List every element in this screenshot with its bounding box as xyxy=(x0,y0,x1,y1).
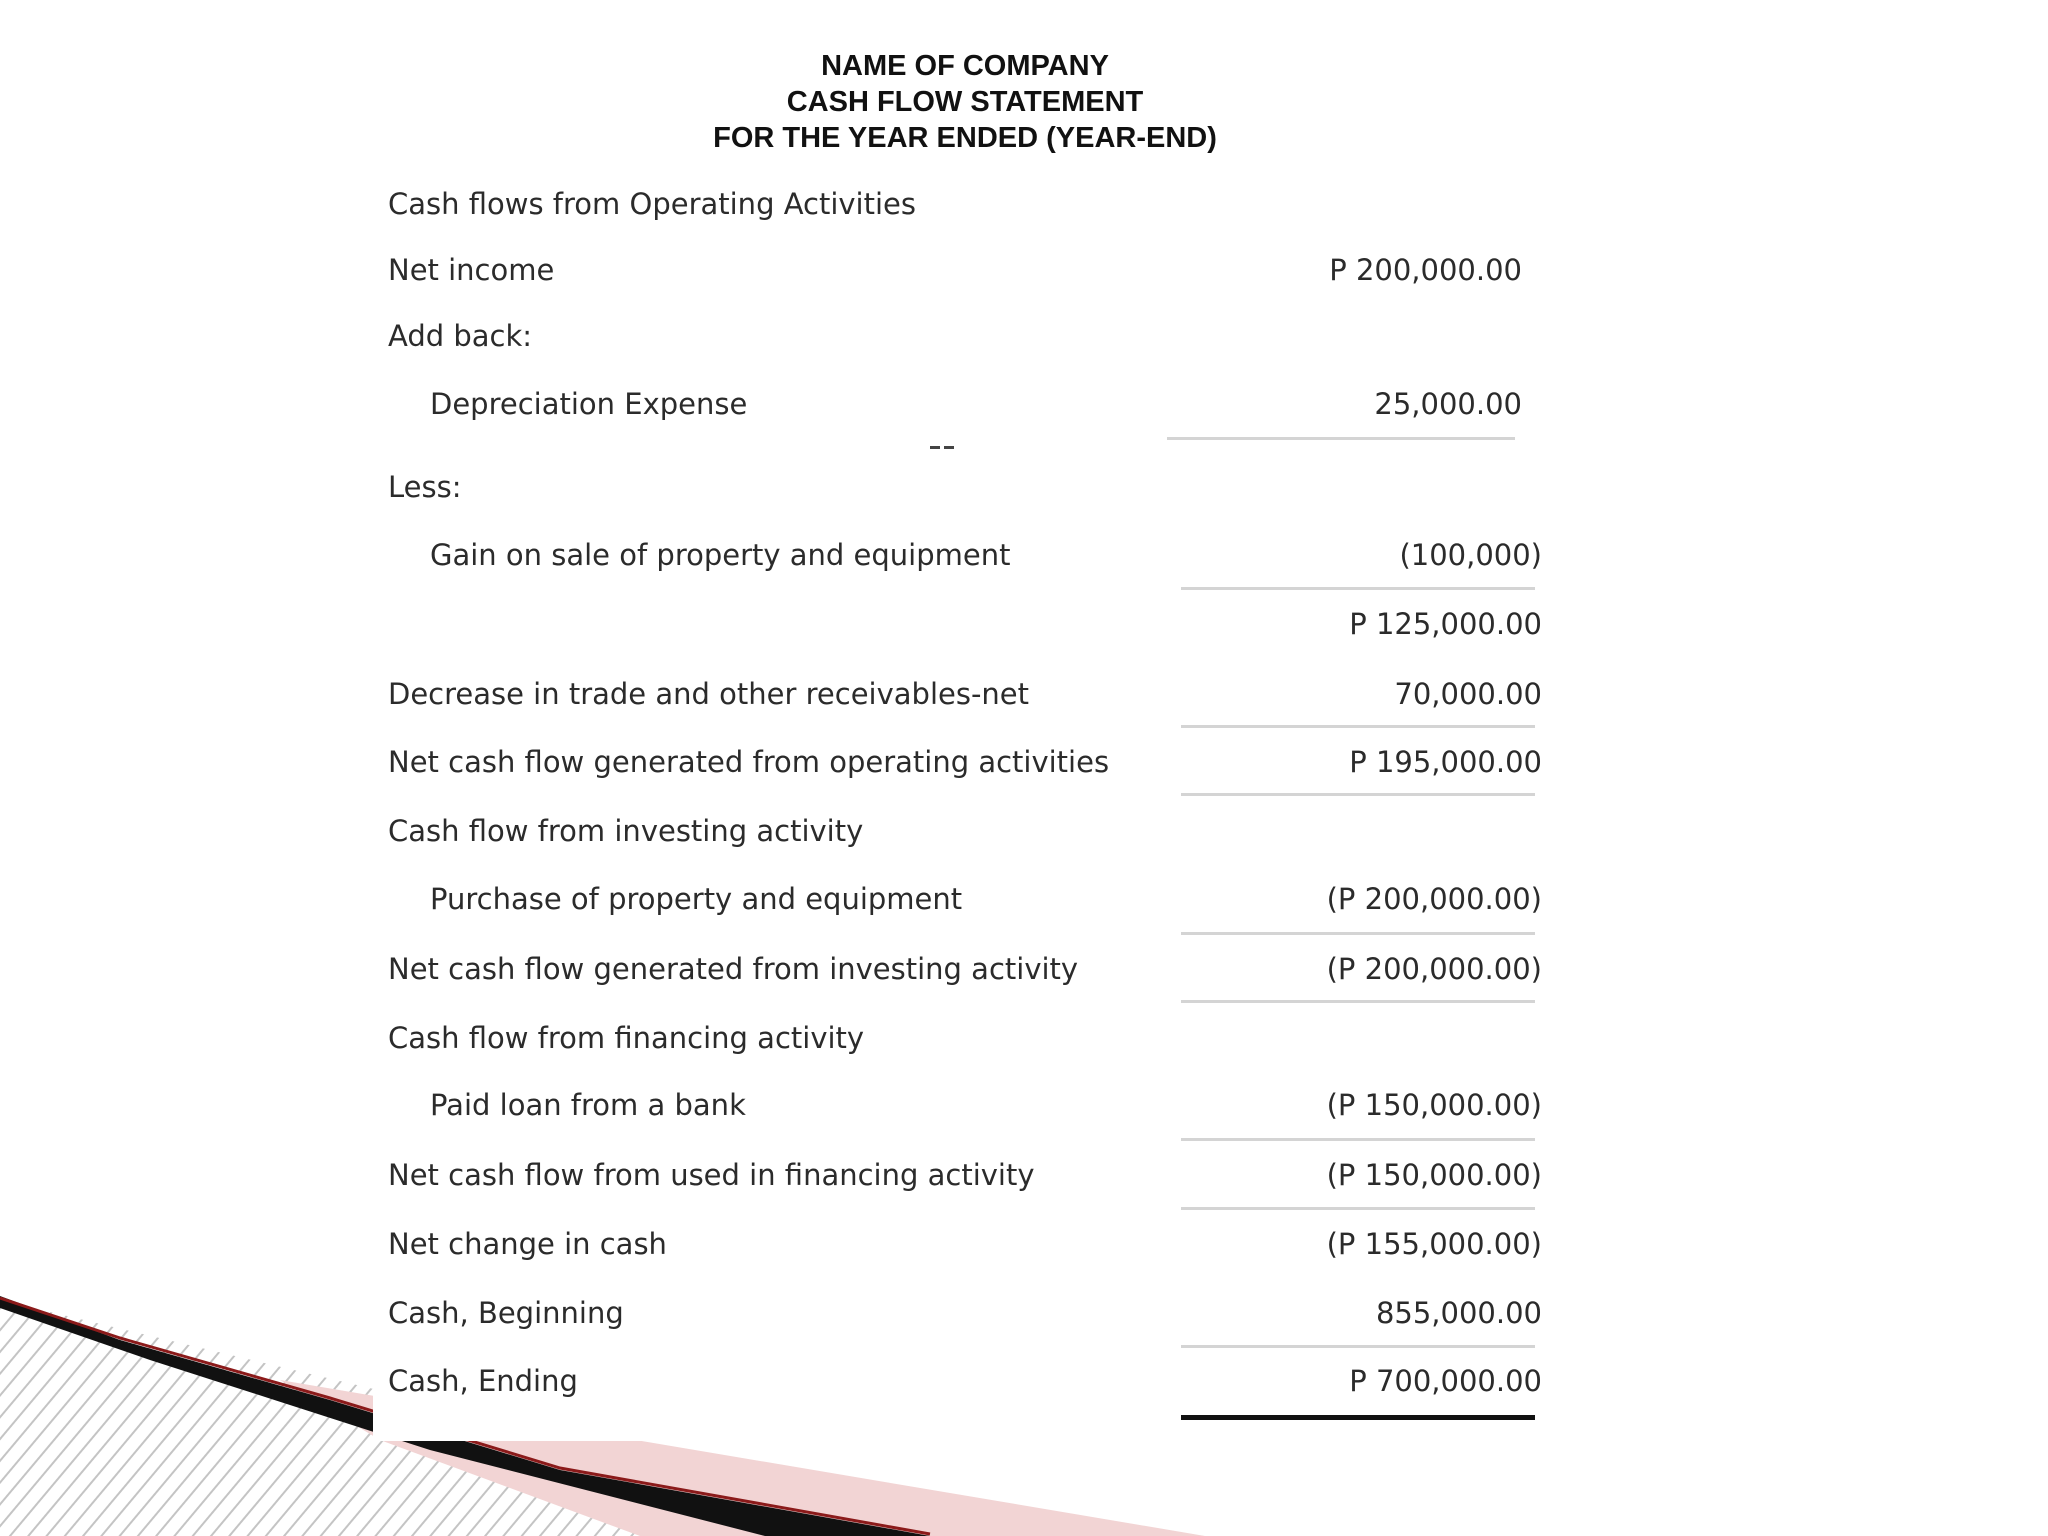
row-amount: 70,000.00 xyxy=(1394,677,1542,711)
row-label: Purchase of property and equipment xyxy=(430,882,963,916)
cash-flow-document xyxy=(373,0,1557,1441)
statement-row xyxy=(373,1083,1557,1127)
row-amount: (P 200,000.00) xyxy=(1326,952,1542,986)
statement-row xyxy=(373,248,1557,292)
row-label: Decrease in trade and other receivables-net xyxy=(388,677,1030,711)
statement-period: FOR THE YEAR ENDED (YEAR-END) xyxy=(713,122,1217,154)
statement-row xyxy=(373,533,1557,577)
statement-row xyxy=(373,1016,1557,1060)
row-amount: (100,000) xyxy=(1399,538,1542,572)
stray-mark xyxy=(930,446,956,450)
statement-row xyxy=(373,1222,1557,1266)
row-label: Depreciation Expense xyxy=(430,387,748,421)
row-amount: 855,000.00 xyxy=(1375,1296,1542,1330)
subtotal-rule xyxy=(1181,1345,1535,1348)
row-label: Paid loan from a bank xyxy=(430,1088,746,1122)
statement-row xyxy=(373,672,1557,716)
row-label: Net income xyxy=(388,253,555,287)
statement-row xyxy=(373,877,1557,921)
row-label: Add back: xyxy=(388,319,533,353)
statement-row xyxy=(373,809,1557,853)
row-label: Cash flows from Operating Activities xyxy=(388,187,916,221)
subtotal-rule xyxy=(1181,587,1535,590)
statement-row xyxy=(373,465,1557,509)
row-amount: P 200,000.00 xyxy=(1329,253,1522,287)
statement-row xyxy=(373,382,1557,426)
row-label: Net cash flow generated from investing activity xyxy=(388,952,1079,986)
statement-row xyxy=(373,602,1557,646)
row-amount: P 700,000.00 xyxy=(1349,1364,1542,1398)
row-amount: P 195,000.00 xyxy=(1349,745,1542,779)
row-amount: 25,000.00 xyxy=(1374,387,1522,421)
statement-row xyxy=(373,182,1557,226)
company-name: NAME OF COMPANY xyxy=(821,50,1109,82)
total-double-rule xyxy=(1181,1415,1535,1420)
statement-title: CASH FLOW STATEMENT xyxy=(786,86,1144,118)
row-label: Gain on sale of property and equipment xyxy=(430,538,1011,572)
row-label: Net change in cash xyxy=(388,1227,667,1261)
row-label: Cash, Beginning xyxy=(388,1296,624,1330)
subtotal-rule xyxy=(1181,1000,1535,1003)
row-label: Cash, Ending xyxy=(388,1364,578,1398)
subtotal-rule xyxy=(1181,1138,1535,1141)
subtotal-rule xyxy=(1181,725,1535,728)
statement-row xyxy=(373,1153,1557,1197)
subtotal-rule xyxy=(1181,932,1535,935)
statement-row xyxy=(373,740,1557,784)
row-amount: (P 155,000.00) xyxy=(1326,1227,1542,1261)
row-amount: (P 150,000.00) xyxy=(1326,1158,1542,1192)
row-label: Net cash flow from used in financing activity xyxy=(388,1158,1035,1192)
subtotal-rule xyxy=(1181,1207,1535,1210)
statement-row xyxy=(373,1359,1557,1403)
subtotal-rule xyxy=(1167,437,1515,440)
row-amount: P 125,000.00 xyxy=(1349,607,1542,641)
row-label: Less: xyxy=(388,470,462,504)
row-amount: (P 150,000.00) xyxy=(1326,1088,1542,1122)
row-amount: (P 200,000.00) xyxy=(1326,882,1542,916)
row-label: Cash flow from financing activity xyxy=(388,1021,865,1055)
row-label: Net cash flow generated from operating activities xyxy=(388,745,1110,779)
subtotal-rule xyxy=(1181,793,1535,796)
statement-row xyxy=(373,947,1557,991)
statement-row xyxy=(373,1291,1557,1335)
row-label: Cash flow from investing activity xyxy=(388,814,864,848)
statement-row xyxy=(373,314,1557,358)
